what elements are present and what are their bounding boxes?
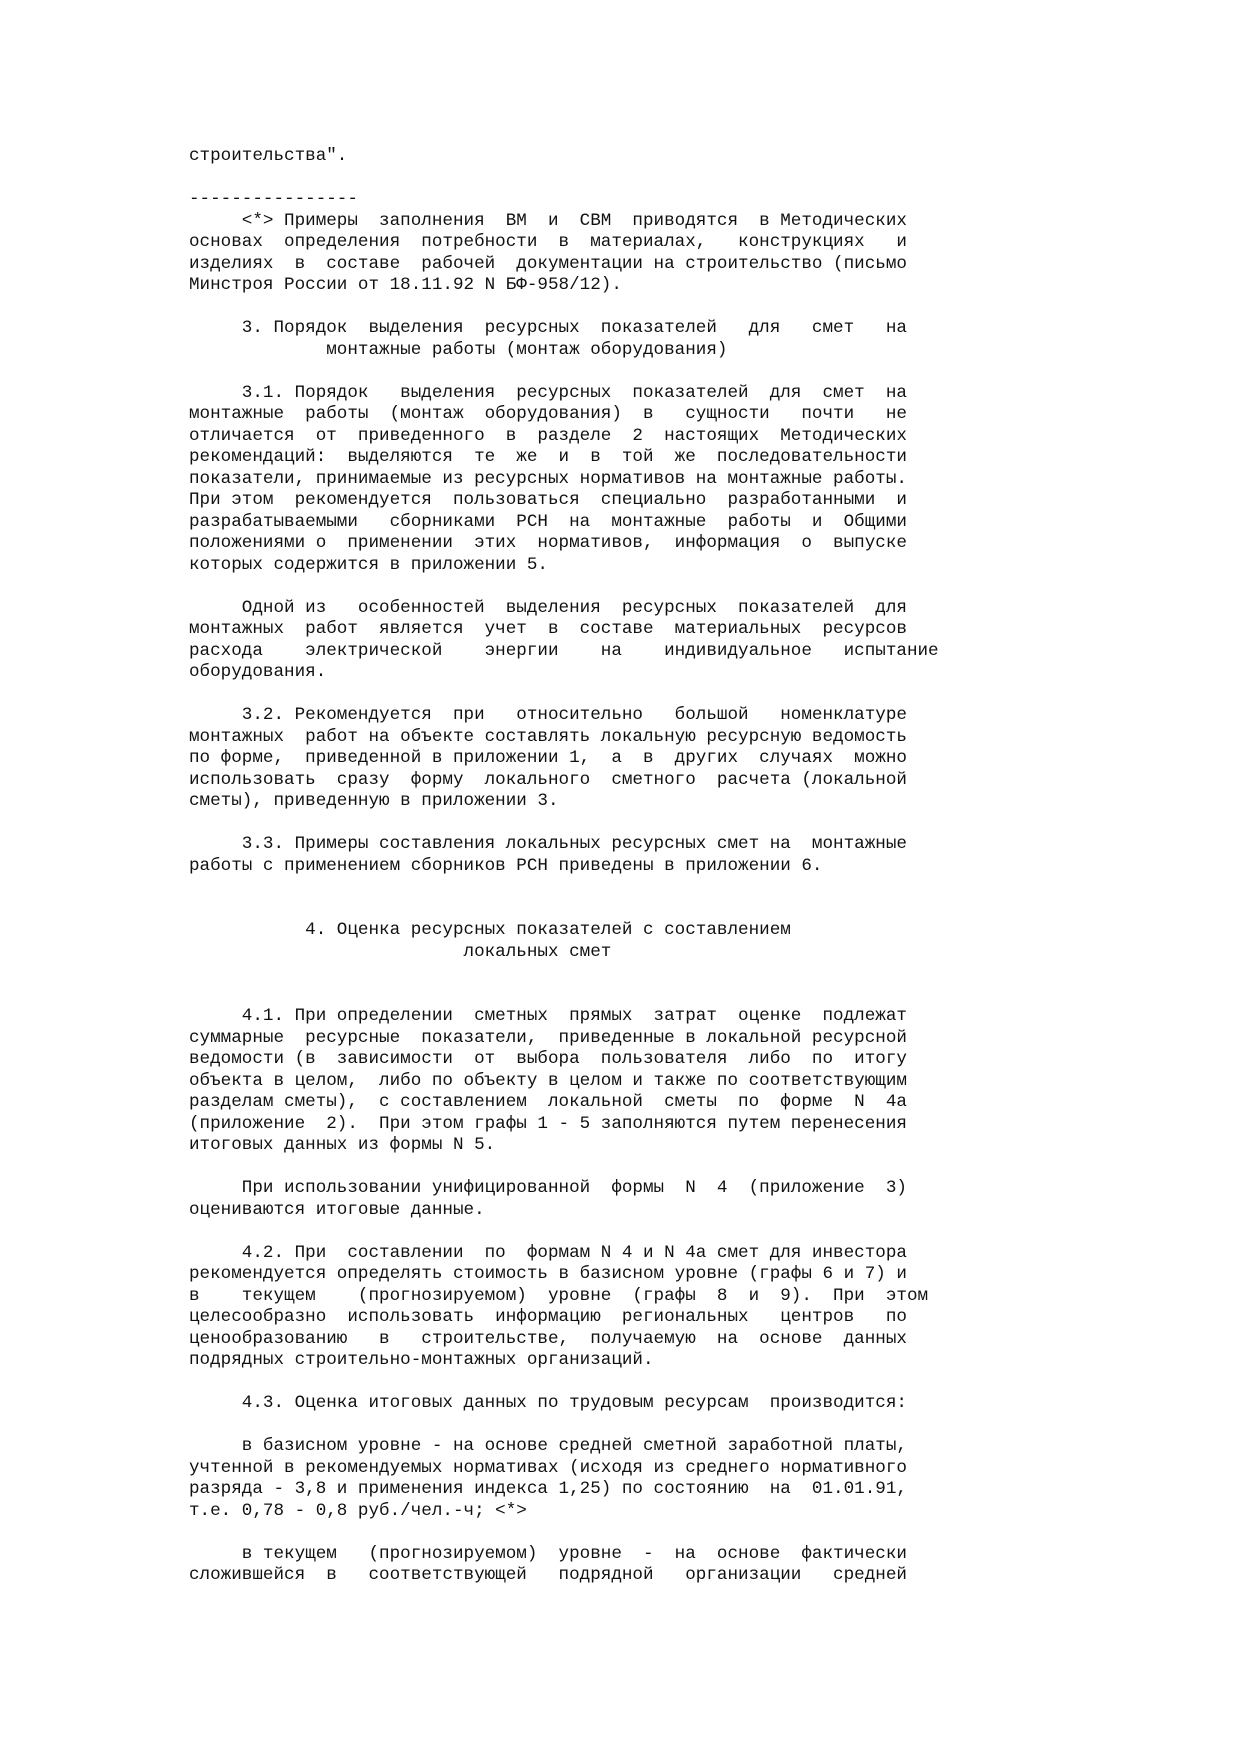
text-line: по форме, приведенной в приложении 1, а в других случаях можно	[189, 748, 907, 768]
text-line: 4.1. При определении сметных прямых затрат оценке подлежат	[189, 1006, 907, 1026]
document-page	[189, 146, 974, 1587]
text-line: суммарные ресурсные показатели, приведенные в локальной ресурсной	[189, 1027, 907, 1048]
blank-line	[189, 1221, 974, 1243]
text-line: 3.3. Примеры составления локальных ресурсных смет на монтажные	[189, 834, 907, 854]
text-line: рекомендуется определять стоимость в базисном уровне (графы 6 и 7) и	[189, 1264, 907, 1284]
text-line: 3.1. Порядок выделения ресурсных показателей для смет на	[189, 382, 907, 403]
text-line: рекомендаций: выделяются те же и в той же последовательности	[189, 447, 907, 467]
text-line: При этом рекомендуется пользоваться специально разработанными и	[189, 490, 907, 510]
blank-line	[189, 813, 974, 835]
text-line: которых содержится в приложении 5.	[189, 554, 548, 575]
blank-line	[189, 1522, 974, 1544]
text-line: работы с применением сборников РСН приведены в приложении 6.	[189, 855, 823, 876]
text-line: <*> Примеры заполнения ВМ и СВМ приводятся в Методических	[189, 210, 907, 231]
text-line: сметы), приведенную в приложении 3.	[189, 791, 559, 811]
text-line: итоговых данных из формы N 5.	[189, 1135, 496, 1155]
text-line: 4.3. Оценка итоговых данных по трудовым ресурсам производится:	[189, 1393, 907, 1413]
text-line: основах определения потребности в материалах, конструкциях и	[189, 232, 907, 252]
text-line: ценообразованию в строительстве, получаемую на основе данных	[189, 1328, 907, 1349]
text-line: Минстроя России от 18.11.92 N БФ-958/12).	[189, 275, 622, 295]
blank-line	[189, 963, 974, 985]
text-line: использовать сразу форму локального сметного расчета (локальной	[189, 769, 907, 790]
text-line: (приложение 2). При этом графы 1 - 5 заполняются путем перенесения	[189, 1113, 907, 1134]
text-line: 3.2. Рекомендуется при относительно большой номенклатуре	[189, 705, 907, 725]
text-line: монтажных работ является учет в составе материальных ресурсов	[189, 619, 907, 639]
blank-line	[189, 1157, 974, 1179]
text-line: ведомости (в зависимости от выбора пользователя либо по итогу	[189, 1049, 907, 1069]
text-line: объекта в целом, либо по объекту в целом и также по соответствующим	[189, 1070, 907, 1091]
text-line: т.е. 0,78 - 0,8 руб./чел.-ч; <*>	[189, 1500, 527, 1521]
blank-line	[189, 899, 974, 921]
text-line: отличается от приведенного в разделе 2 настоящих Методических	[189, 425, 907, 446]
text-line: 4. Оценка ресурсных показателей с составлением	[189, 920, 791, 940]
text-line: оборудования.	[189, 662, 327, 682]
text-line: разделам сметы), с составлением локальной сметы по форме N 4а	[189, 1092, 907, 1112]
text-line: разрабатываемыми сборниками РСН на монтажные работы и Общими	[189, 511, 907, 532]
text-line: монтажные работы (монтаж оборудования) в сущности почти не	[189, 404, 907, 424]
blank-line	[189, 297, 974, 319]
text-line: в текущем (прогнозируемом) уровне (графы 8 и 9). При этом	[189, 1285, 929, 1306]
text-line: монтажных работ на объекте составлять локальную ресурсную ведомость	[189, 726, 907, 747]
blank-line	[189, 985, 974, 1007]
blank-line	[189, 1372, 974, 1394]
text-line: расхода электрической энергии на индивидуальное испытание	[189, 640, 939, 661]
text-line: в базисном уровне - на основе средней сметной заработной платы,	[189, 1436, 907, 1456]
text-line: строительства".	[189, 146, 348, 166]
blank-line	[189, 1415, 974, 1437]
text-line: При использовании унифицированной формы N 4 (приложение 3)	[189, 1178, 907, 1198]
text-line: в текущем (прогнозируемом) уровне - на основе фактически	[189, 1543, 907, 1564]
blank-line	[189, 684, 974, 706]
text-line: локальных смет	[189, 941, 612, 962]
text-line: ----------------	[189, 189, 358, 209]
text-line: оцениваются итоговые данные.	[189, 1199, 485, 1220]
text-line: Одной из особенностей выделения ресурсных показателей для	[189, 597, 907, 618]
text-line: показатели, принимаемые из ресурсных нормативов на монтажные работы.	[189, 468, 907, 489]
text-line: разряда - 3,8 и применения индекса 1,25) по состоянию на 01.01.91,	[189, 1479, 907, 1499]
text-line: учтенной в рекомендуемых нормативах (исходя из среднего нормативного	[189, 1457, 907, 1478]
text-line: 4.2. При составлении по формам N 4 и N 4а смет для инвестора	[189, 1242, 907, 1263]
text-line: изделиях в составе рабочей документации на строительство (письмо	[189, 253, 907, 274]
text-line: положениями о применении этих нормативов, информация о выпуске	[189, 533, 907, 553]
text-line: монтажные работы (монтаж оборудования)	[189, 339, 728, 360]
blank-line	[189, 877, 974, 899]
text-line: сложившейся в соответствующей подрядной организации средней	[189, 1565, 907, 1585]
text-line: 3. Порядок выделения ресурсных показателей для смет на	[189, 318, 907, 338]
text-line: подрядных строительно-монтажных организаций.	[189, 1350, 654, 1370]
text-line: целесообразно использовать информацию региональных центров по	[189, 1307, 907, 1327]
blank-line	[189, 168, 974, 190]
blank-line	[189, 576, 974, 598]
blank-line	[189, 361, 974, 383]
